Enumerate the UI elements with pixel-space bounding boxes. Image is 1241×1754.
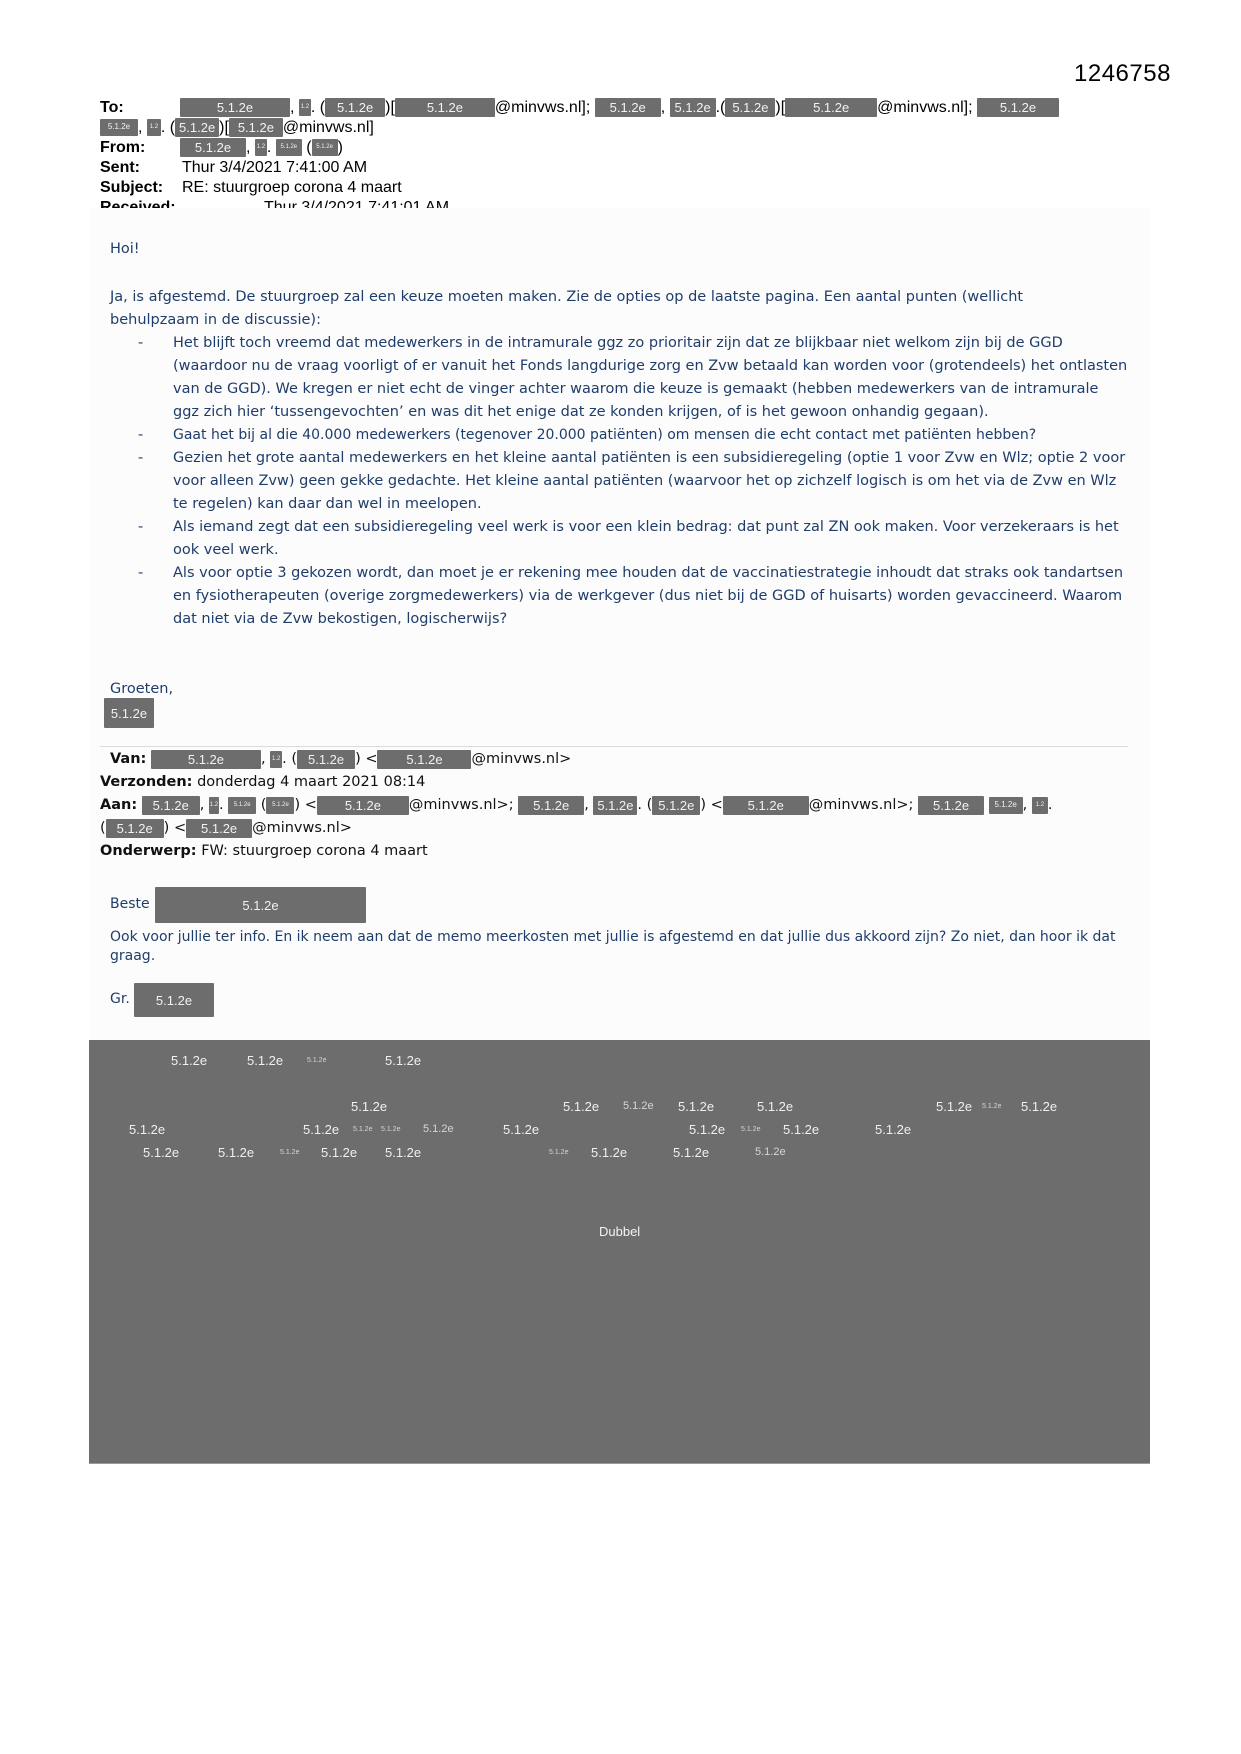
redaction: 5.1.2e	[395, 98, 495, 117]
list-item	[138, 516, 1128, 562]
list-item	[138, 424, 1128, 447]
redaction: 5.1.2e	[977, 98, 1059, 117]
redaction-code: 5.1.2e	[678, 1099, 715, 1114]
subject-row	[100, 178, 1140, 198]
reply-intro: Ja, is afgestemd. De stuurgroep zal een keuze moeten maken. Zie de opties op de laatste pagina. Een aantal punten (wellicht behulpzaam in de discussie):	[110, 289, 1024, 328]
onderwerp-label: Onderwerp:	[100, 843, 197, 859]
redaction-code: 5.1.2e	[673, 1145, 710, 1160]
subject-value: RE: stuurgroep corona 4 maart	[182, 179, 402, 196]
email-domain: @minvws.nl];	[494, 99, 591, 116]
redaction: 5.1.2e	[175, 118, 219, 137]
redaction-code: 5.1.2e	[280, 1149, 300, 1156]
verzonden-label: Verzonden:	[100, 774, 193, 790]
redaction-code: 5.1.2e	[353, 1126, 373, 1133]
signoff-redaction	[134, 983, 214, 1017]
list-item	[138, 332, 1128, 424]
redaction: 5.1.2e	[180, 98, 290, 117]
email-header	[100, 98, 1140, 218]
onderwerp-row	[100, 840, 1150, 863]
redaction: 5.1.2e	[297, 750, 355, 769]
redaction-code: 5.1.2e	[783, 1122, 820, 1137]
email-domain: @minvws.nl>	[471, 751, 572, 767]
redaction: 1.2	[255, 139, 267, 156]
redaction: 1.2	[299, 99, 311, 116]
redaction-code: 5.1.2e	[757, 1099, 794, 1114]
salutation-text: Beste	[110, 896, 150, 912]
redaction: 1.2	[209, 797, 219, 814]
van-row: Van: 5.1.2e , 1.2 . ( 5.1.2e ) < 5.1.2e @minvws.nl>	[110, 751, 572, 767]
email-domain: @minvws.nl];	[877, 99, 973, 116]
forwarded-salutation	[110, 893, 150, 916]
redaction-code: 5.1.2e	[321, 1145, 358, 1160]
redaction-code: 5.1.2e	[503, 1122, 540, 1137]
redaction-code: 5.1.2e	[143, 1145, 180, 1160]
redaction-code: 5.1.2e	[351, 1099, 388, 1114]
redaction-code: 5.1.2e	[741, 1126, 761, 1133]
bullet-text: Gaat het bij al die 40.000 medewerkers (tegenover 20.000 patiënten) om mensen die echt contact met patiënten hebben?	[173, 427, 1037, 443]
from-value: 5.1.2e , 1.2 . 5.1.2e ( 5.1.2e )	[180, 138, 343, 158]
redaction-code: 5.1.2e	[936, 1099, 973, 1114]
redaction: 5.1.2e	[106, 819, 164, 838]
forwarded-signoff: Gr.	[110, 991, 130, 1007]
reply-greeting: Hoi!	[110, 241, 140, 257]
redaction: 5.1.2e	[989, 797, 1023, 814]
sent-value: Thur 3/4/2021 7:41:00 AM	[182, 159, 368, 176]
aan-label: Aan:	[100, 797, 138, 813]
redaction: 5.1.2e	[142, 796, 200, 815]
redaction: 5.1.2e	[593, 796, 637, 815]
bullet-dash: -	[138, 565, 144, 581]
bullet-text: Als voor optie 3 gekozen wordt, dan moet je er rekening mee houden dat de vaccinatiestrategie inhoudt dat straks ook tandartsen en fysiotherapeuten (overige zorgmedewerkers) via de werkgever (dus niet bij de GGD of huisarts) worden gevaccineerd. Waarom dat niet via de Zvw bekostigen, logischerwijs?	[173, 565, 1124, 627]
redaction-code: 5.1.2e	[218, 1145, 255, 1160]
to-recipients: 5.1.2e , 1.2 . ( 5.1.2e )[ 5.1.2e @minvws.nl]; 5.1.2e , 5.1.2e .( 5.1.2e )[ 5.1.2e @minvws.nl]; 5.1.2e	[180, 98, 1059, 118]
signature-redaction	[104, 698, 154, 728]
redaction-code: 5.1.2e	[303, 1122, 340, 1137]
redaction-code: 5.1.2e	[247, 1053, 284, 1068]
email-domain: @minvws.nl]	[282, 119, 374, 136]
onderwerp-value: FW: stuurgroep corona 4 maart	[201, 843, 428, 859]
redaction-code: 5.1.2e	[549, 1149, 569, 1156]
salutation-redaction	[155, 887, 366, 923]
forwarded-body: Ook voor jullie ter info. En ik neem aan dat de memo meerkosten met jullie is afgestemd en dat jullie dus akkoord zijn? Zo niet, dan hoor ik dat graag.	[110, 929, 1116, 964]
redaction-code: 5.1.2e	[423, 1123, 454, 1135]
dubbel-label: Dubbel	[599, 1224, 641, 1239]
to-label: To:	[100, 99, 124, 116]
to-row-continued: 5.1.2e , 1.2 . ( 5.1.2e )[ 5.1.2e @minvws.nl]	[100, 118, 1140, 138]
bullet-dash: -	[138, 427, 144, 443]
redaction: 5.1.2e	[180, 138, 246, 157]
redaction: 5.1.2e	[725, 98, 775, 117]
redaction: 5.1.2e	[595, 98, 661, 117]
redaction-code: 5.1.2e	[982, 1103, 1002, 1110]
bullet-text: Als iemand zegt dat een subsidieregeling veel werk is voor een klein bedrag: dat punt zal ZN ook maken. Voor verzekeraars is het ook veel werk.	[173, 519, 1119, 558]
redaction-code: 5.1.2e	[307, 1057, 327, 1064]
reply-closing: Groeten,	[110, 681, 174, 697]
redaction-code: 5.1.2e	[171, 1053, 208, 1068]
redaction-code: 5.1.2e	[129, 1122, 166, 1137]
bullet-text: Gezien het grote aantal medewerkers en het kleine aantal patiënten is een subsidieregeling (optie 1 voor Zvw en Wlz; optie 2 voor voor alleen Zvw) geen gekke gedachte. Het kleine aantal patiënten (waarvoor het op zichzelf logisch is om het via de Zvw en Wlz te regelen) kan daar dan wel in meelopen.	[173, 450, 1126, 512]
redaction-code: 5.1.2e	[381, 1126, 401, 1133]
redaction: 5.1.2e	[670, 98, 716, 117]
redaction: 5.1.2e	[276, 139, 302, 156]
redaction: 5.1.2e	[134, 983, 214, 1017]
subject-label: Subject:	[100, 179, 164, 196]
redaction-code: 5.1.2e	[563, 1099, 600, 1114]
redaction: 5.1.2e	[229, 118, 283, 137]
aan-row: Aan: 5.1.2e , 1.2. 5.1.2e ( 5.1.2e ) < 5.1.2e @minvws.nl>; 5.1.2e , 5.1.2e . ( 5.1.2e ) < 5.1.2e @minvws.nl>; 5.1.2e 5.1.2e , 1.2 .	[100, 797, 1053, 813]
redaction: 5.1.2e	[104, 698, 154, 728]
aan-row-continued: ( 5.1.2e ) < 5.1.2e @minvws.nl>	[100, 820, 352, 836]
to-row	[100, 98, 1140, 118]
redaction: 5.1.2e	[377, 750, 471, 769]
redaction: 5.1.2e	[325, 98, 385, 117]
redaction-code: 5.1.2e	[755, 1146, 786, 1158]
redacted-block	[89, 1040, 1150, 1464]
reply-bullet-list	[138, 332, 1128, 631]
redaction-code: 5.1.2e	[875, 1122, 912, 1137]
redaction: 5.1.2e	[100, 119, 138, 136]
bullet-text: Het blijft toch vreemd dat medewerkers in de intramurale ggz zo prioritair zijn dat ze blijkbaar niet welkom zijn bij de GGD (waardoor nu de vraag voorligt of er vanuit het Fonds langdurige zorg en Zvw betaald kan worden voor (grotendeels) het ontlasten van de GGD). We kregen er niet echt de vinger achter waarom die keuze is gemaakt (hebben medewerkers van de intramurale ggz zich hier ‘tussengevochten’ en was dit het enige dat ze konden krijgen, of is het gewoon onhandig gegaan).	[173, 335, 1128, 420]
redaction: 5.1.2e	[186, 819, 252, 838]
email-domain: @minvws.nl>;	[808, 797, 914, 813]
bullet-dash: -	[138, 450, 144, 466]
list-item	[138, 447, 1128, 516]
redaction-code: 5.1.2e	[689, 1122, 726, 1137]
email-domain: @minvws.nl>;	[408, 797, 514, 813]
redaction-code: 5.1.2e	[385, 1145, 422, 1160]
redaction: 1.2	[1032, 797, 1048, 814]
bullet-dash: -	[138, 519, 144, 535]
sent-label: Sent:	[100, 159, 140, 176]
email-domain: @minvws.nl>	[252, 820, 352, 836]
redaction: 5.1.2e	[785, 98, 877, 117]
message-divider	[100, 746, 1128, 747]
redaction: 5.1.2e	[266, 797, 294, 814]
redaction: 5.1.2e	[317, 796, 409, 815]
redaction-code: 5.1.2e	[385, 1053, 422, 1068]
van-label: Van:	[110, 751, 147, 767]
redaction: 5.1.2e	[312, 139, 338, 156]
redaction: 1.2	[270, 751, 282, 768]
verzonden-row	[100, 771, 1150, 794]
redaction: 5.1.2e	[518, 796, 584, 815]
redaction-code: 5.1.2e	[591, 1145, 628, 1160]
verzonden-value: donderdag 4 maart 2021 08:14	[197, 774, 426, 790]
bullet-dash: -	[138, 335, 144, 351]
redaction-code: 5.1.2e	[623, 1100, 654, 1112]
list-item	[138, 562, 1128, 631]
redaction: 5.1.2e	[723, 796, 809, 815]
from-row	[100, 138, 1140, 158]
redaction: 5.1.2e	[151, 750, 261, 769]
from-label: From:	[100, 139, 146, 156]
document-number: 1246758	[1074, 60, 1171, 87]
redaction: 5.1.2e	[918, 796, 984, 815]
redaction: 5.1.2e	[155, 887, 366, 923]
redaction: 5.1.2e	[228, 797, 256, 814]
sent-row	[100, 158, 1140, 178]
redaction-code: 5.1.2e	[1021, 1099, 1058, 1114]
redaction: 5.1.2e	[652, 796, 700, 815]
redaction: 1.2	[147, 119, 161, 136]
